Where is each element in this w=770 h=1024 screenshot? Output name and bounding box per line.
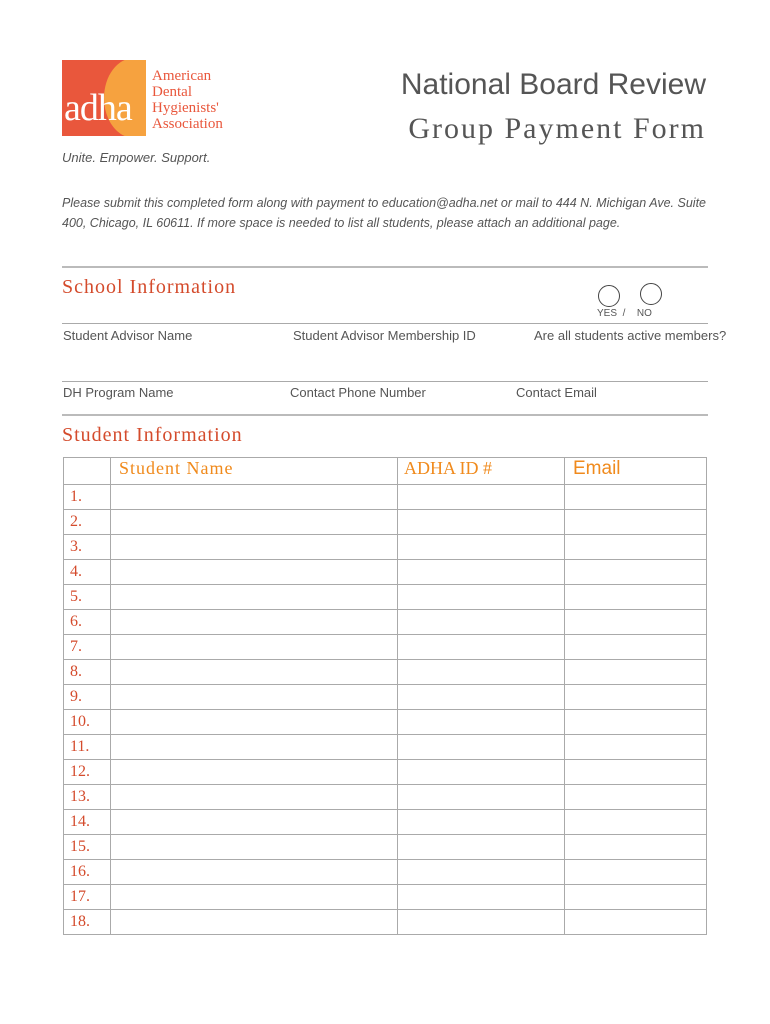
table-row [64, 660, 707, 685]
table-row [64, 735, 707, 760]
table-row [64, 835, 707, 860]
row-number: 6. [64, 610, 111, 635]
logo-mark [62, 60, 146, 136]
row-number: 17. [64, 885, 111, 910]
email-cell[interactable] [565, 885, 707, 910]
email-cell[interactable] [565, 635, 707, 660]
yes-radio[interactable] [598, 285, 620, 307]
student-name-cell[interactable] [111, 610, 398, 635]
row-number: 12. [64, 760, 111, 785]
email-cell[interactable] [565, 660, 707, 685]
yes-no-labels [597, 308, 652, 319]
contact-phone-number-label: Contact Phone Number [290, 385, 426, 400]
student-name-cell[interactable] [111, 860, 398, 885]
row-number: 9. [64, 685, 111, 710]
email-cell[interactable] [565, 535, 707, 560]
student-name-cell[interactable] [111, 635, 398, 660]
student-name-cell[interactable] [111, 685, 398, 710]
adha-id-header: ADHA ID # [398, 458, 565, 485]
row-number: 15. [64, 835, 111, 860]
adha-id-cell[interactable] [398, 510, 565, 535]
email-cell[interactable] [565, 710, 707, 735]
email-cell[interactable] [565, 735, 707, 760]
row-number: 5. [64, 585, 111, 610]
email-cell[interactable] [565, 585, 707, 610]
email-cell[interactable] [565, 835, 707, 860]
row-number-header [64, 458, 111, 485]
email-cell[interactable] [565, 785, 707, 810]
student-advisor-name-label: Student Advisor Name [63, 328, 193, 343]
table-row [64, 885, 707, 910]
row-number: 16. [64, 860, 111, 885]
dh-program-name-label: DH Program Name [63, 385, 174, 400]
adha-id-cell[interactable] [398, 585, 565, 610]
logo-organization-name: American Dental Hygienists' Association [152, 68, 223, 132]
adha-logo [62, 60, 228, 136]
table-row [64, 860, 707, 885]
adha-id-cell[interactable] [398, 810, 565, 835]
table-row [64, 810, 707, 835]
student-name-cell[interactable] [111, 785, 398, 810]
field-line [62, 381, 708, 382]
row-number: 2. [64, 510, 111, 535]
student-name-header: Student Name [111, 458, 398, 485]
email-header: Email [565, 458, 707, 485]
row-number: 10. [64, 710, 111, 735]
table-row [64, 535, 707, 560]
email-cell[interactable] [565, 485, 707, 510]
student-name-cell[interactable] [111, 835, 398, 860]
student-name-cell[interactable] [111, 535, 398, 560]
active-members-question-label: Are all students active members? [534, 328, 727, 343]
adha-id-cell[interactable] [398, 860, 565, 885]
email-cell[interactable] [565, 685, 707, 710]
student-name-cell[interactable] [111, 585, 398, 610]
table-row [64, 785, 707, 810]
student-name-cell[interactable] [111, 485, 398, 510]
email-cell[interactable] [565, 910, 707, 935]
student-advisor-membership-id-label: Student Advisor Membership ID [293, 328, 476, 343]
tagline: Unite. Empower. Support. [62, 150, 211, 165]
student-information-heading: Student Information [62, 424, 243, 446]
table-row [64, 685, 707, 710]
adha-id-cell[interactable] [398, 710, 565, 735]
section-divider [62, 414, 708, 416]
adha-id-cell[interactable] [398, 635, 565, 660]
adha-id-cell[interactable] [398, 485, 565, 510]
email-cell[interactable] [565, 760, 707, 785]
row-number: 7. [64, 635, 111, 660]
no-radio[interactable] [640, 283, 662, 305]
yes-no-separator: / [622, 308, 626, 319]
page-title: National Board Review [400, 68, 706, 101]
adha-id-cell[interactable] [398, 535, 565, 560]
table-row [64, 510, 707, 535]
student-name-cell[interactable] [111, 735, 398, 760]
contact-email-label: Contact Email [516, 385, 597, 400]
email-cell[interactable] [565, 810, 707, 835]
instructions-paragraph: Please submit this completed form along with payment to education@adha.net or mail to 444 N. Michigan Ave. Suite 400, Chicago, IL 60611. If more space is needed to list all students, please attach an additional page. [62, 196, 706, 230]
field-line [62, 323, 708, 324]
table-header-row [64, 458, 707, 485]
row-number: 4. [64, 560, 111, 585]
student-name-cell[interactable] [111, 710, 398, 735]
table-row [64, 610, 707, 635]
section-divider [62, 266, 708, 268]
table-row [64, 485, 707, 510]
adha-id-cell[interactable] [398, 610, 565, 635]
page-subtitle: Group Payment Form [408, 112, 706, 145]
school-information-heading: School Information [62, 276, 237, 298]
adha-id-cell[interactable] [398, 560, 565, 585]
adha-id-cell[interactable] [398, 910, 565, 935]
no-label: NO [636, 308, 652, 319]
student-name-cell[interactable] [111, 510, 398, 535]
student-name-cell[interactable] [111, 560, 398, 585]
row-number: 11. [64, 735, 111, 760]
table-row [64, 635, 707, 660]
email-cell[interactable] [565, 860, 707, 885]
email-cell[interactable] [565, 560, 707, 585]
row-number: 8. [64, 660, 111, 685]
adha-id-cell[interactable] [398, 835, 565, 860]
row-number: 1. [64, 485, 111, 510]
student-name-cell[interactable] [111, 885, 398, 910]
table-row [64, 710, 707, 735]
row-number: 14. [64, 810, 111, 835]
adha-id-cell[interactable] [398, 735, 565, 760]
adha-id-cell[interactable] [398, 885, 565, 910]
yes-label: YES [597, 308, 618, 319]
adha-id-cell[interactable] [398, 660, 565, 685]
student-name-cell[interactable] [111, 910, 398, 935]
student-table [63, 457, 707, 935]
email-cell[interactable] [565, 610, 707, 635]
row-number: 3. [64, 535, 111, 560]
adha-id-cell[interactable] [398, 685, 565, 710]
table-row [64, 910, 707, 935]
row-number: 18. [64, 910, 111, 935]
table-row [64, 585, 707, 610]
email-cell[interactable] [565, 510, 707, 535]
student-name-cell[interactable] [111, 810, 398, 835]
table-row [64, 760, 707, 785]
logo-mark-text: adha [64, 87, 132, 129]
table-row [64, 560, 707, 585]
student-name-cell[interactable] [111, 760, 398, 785]
adha-id-cell[interactable] [398, 760, 565, 785]
student-name-cell[interactable] [111, 660, 398, 685]
adha-id-cell[interactable] [398, 785, 565, 810]
row-number: 13. [64, 785, 111, 810]
